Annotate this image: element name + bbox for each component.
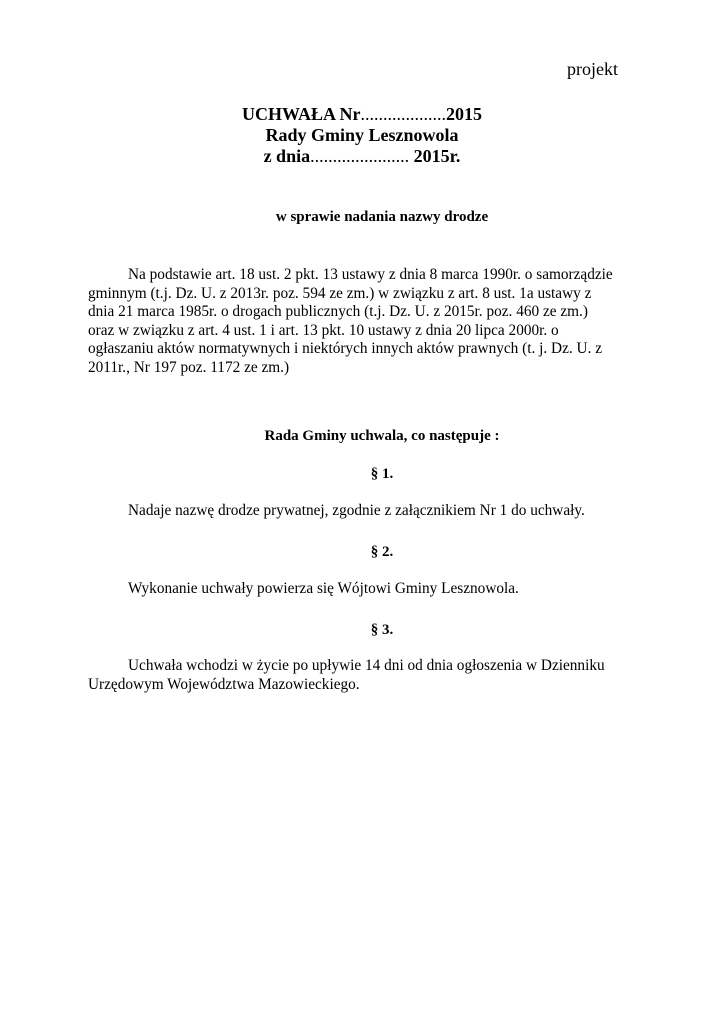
section-3-mark: § 3. <box>370 622 394 638</box>
date-prefix: z dnia <box>263 146 311 166</box>
resolution-title <box>0 104 724 167</box>
section-2-text <box>88 580 668 599</box>
title-prefix: UCHWAŁA Nr <box>241 104 361 124</box>
legal-basis-line: 2011r., Nr 197 poz. 1172 ze zm.) <box>88 358 290 376</box>
section-1-mark: § 1. <box>370 466 394 482</box>
title-year: 2015 <box>446 104 482 124</box>
title-line-number <box>0 104 724 125</box>
section-2-line: Wykonanie uchwały powierza się Wójtowi Gminy Lesznowola. <box>128 580 519 597</box>
date-suffix: 2015r. <box>409 146 461 166</box>
section-2-mark: § 2. <box>370 544 394 560</box>
title-line-council: Rady Gminy Lesznowola <box>265 125 459 145</box>
resolves-heading: Rada Gminy uchwala, co następuje : <box>264 428 500 444</box>
legal-basis-paragraph <box>88 266 648 378</box>
legal-basis-line: ogłaszaniu aktów normatywnych i niektórych innych aktów prawnych (t. j. Dz. U. z <box>88 340 603 358</box>
legal-basis-line: gminnym (t.j. Dz. U. z 2013r. poz. 594 ze zm.) w związku z art. 8 ust. 1a ustawy z <box>88 284 592 302</box>
date-dots: ...................... <box>310 146 410 166</box>
section-3-text <box>88 657 668 694</box>
section-1-line: Nadaje nazwę drodze prywatnej, zgodnie z załącznikiem Nr 1 do uchwały. <box>128 502 585 519</box>
draft-label: projekt <box>567 59 618 79</box>
legal-basis-line: Na podstawie art. 18 ust. 2 pkt. 13 ustawy z dnia 8 marca 1990r. o samorządzie <box>128 266 613 283</box>
title-number-dots: ................... <box>360 104 446 124</box>
section-1-text <box>88 502 668 521</box>
resolution-subject: w sprawie nadania nazwy drodze <box>275 209 489 225</box>
title-line-date <box>0 146 724 167</box>
legal-basis-line: dnia 21 marca 1985r. o drogach publicznych (t.j. Dz. U. z 2015r. poz. 460 ze zm.) <box>88 303 588 321</box>
section-3-line: Urzędowym Województwa Mazowieckiego. <box>88 675 360 693</box>
legal-basis-line: oraz w związku z art. 4 ust. 1 i art. 13 pkt. 10 ustawy z dnia 20 lipca 2000r. o <box>88 321 559 339</box>
section-3-line: Uchwała wchodzi w życie po upływie 14 dni od dnia ogłoszenia w Dzienniku <box>128 657 605 674</box>
